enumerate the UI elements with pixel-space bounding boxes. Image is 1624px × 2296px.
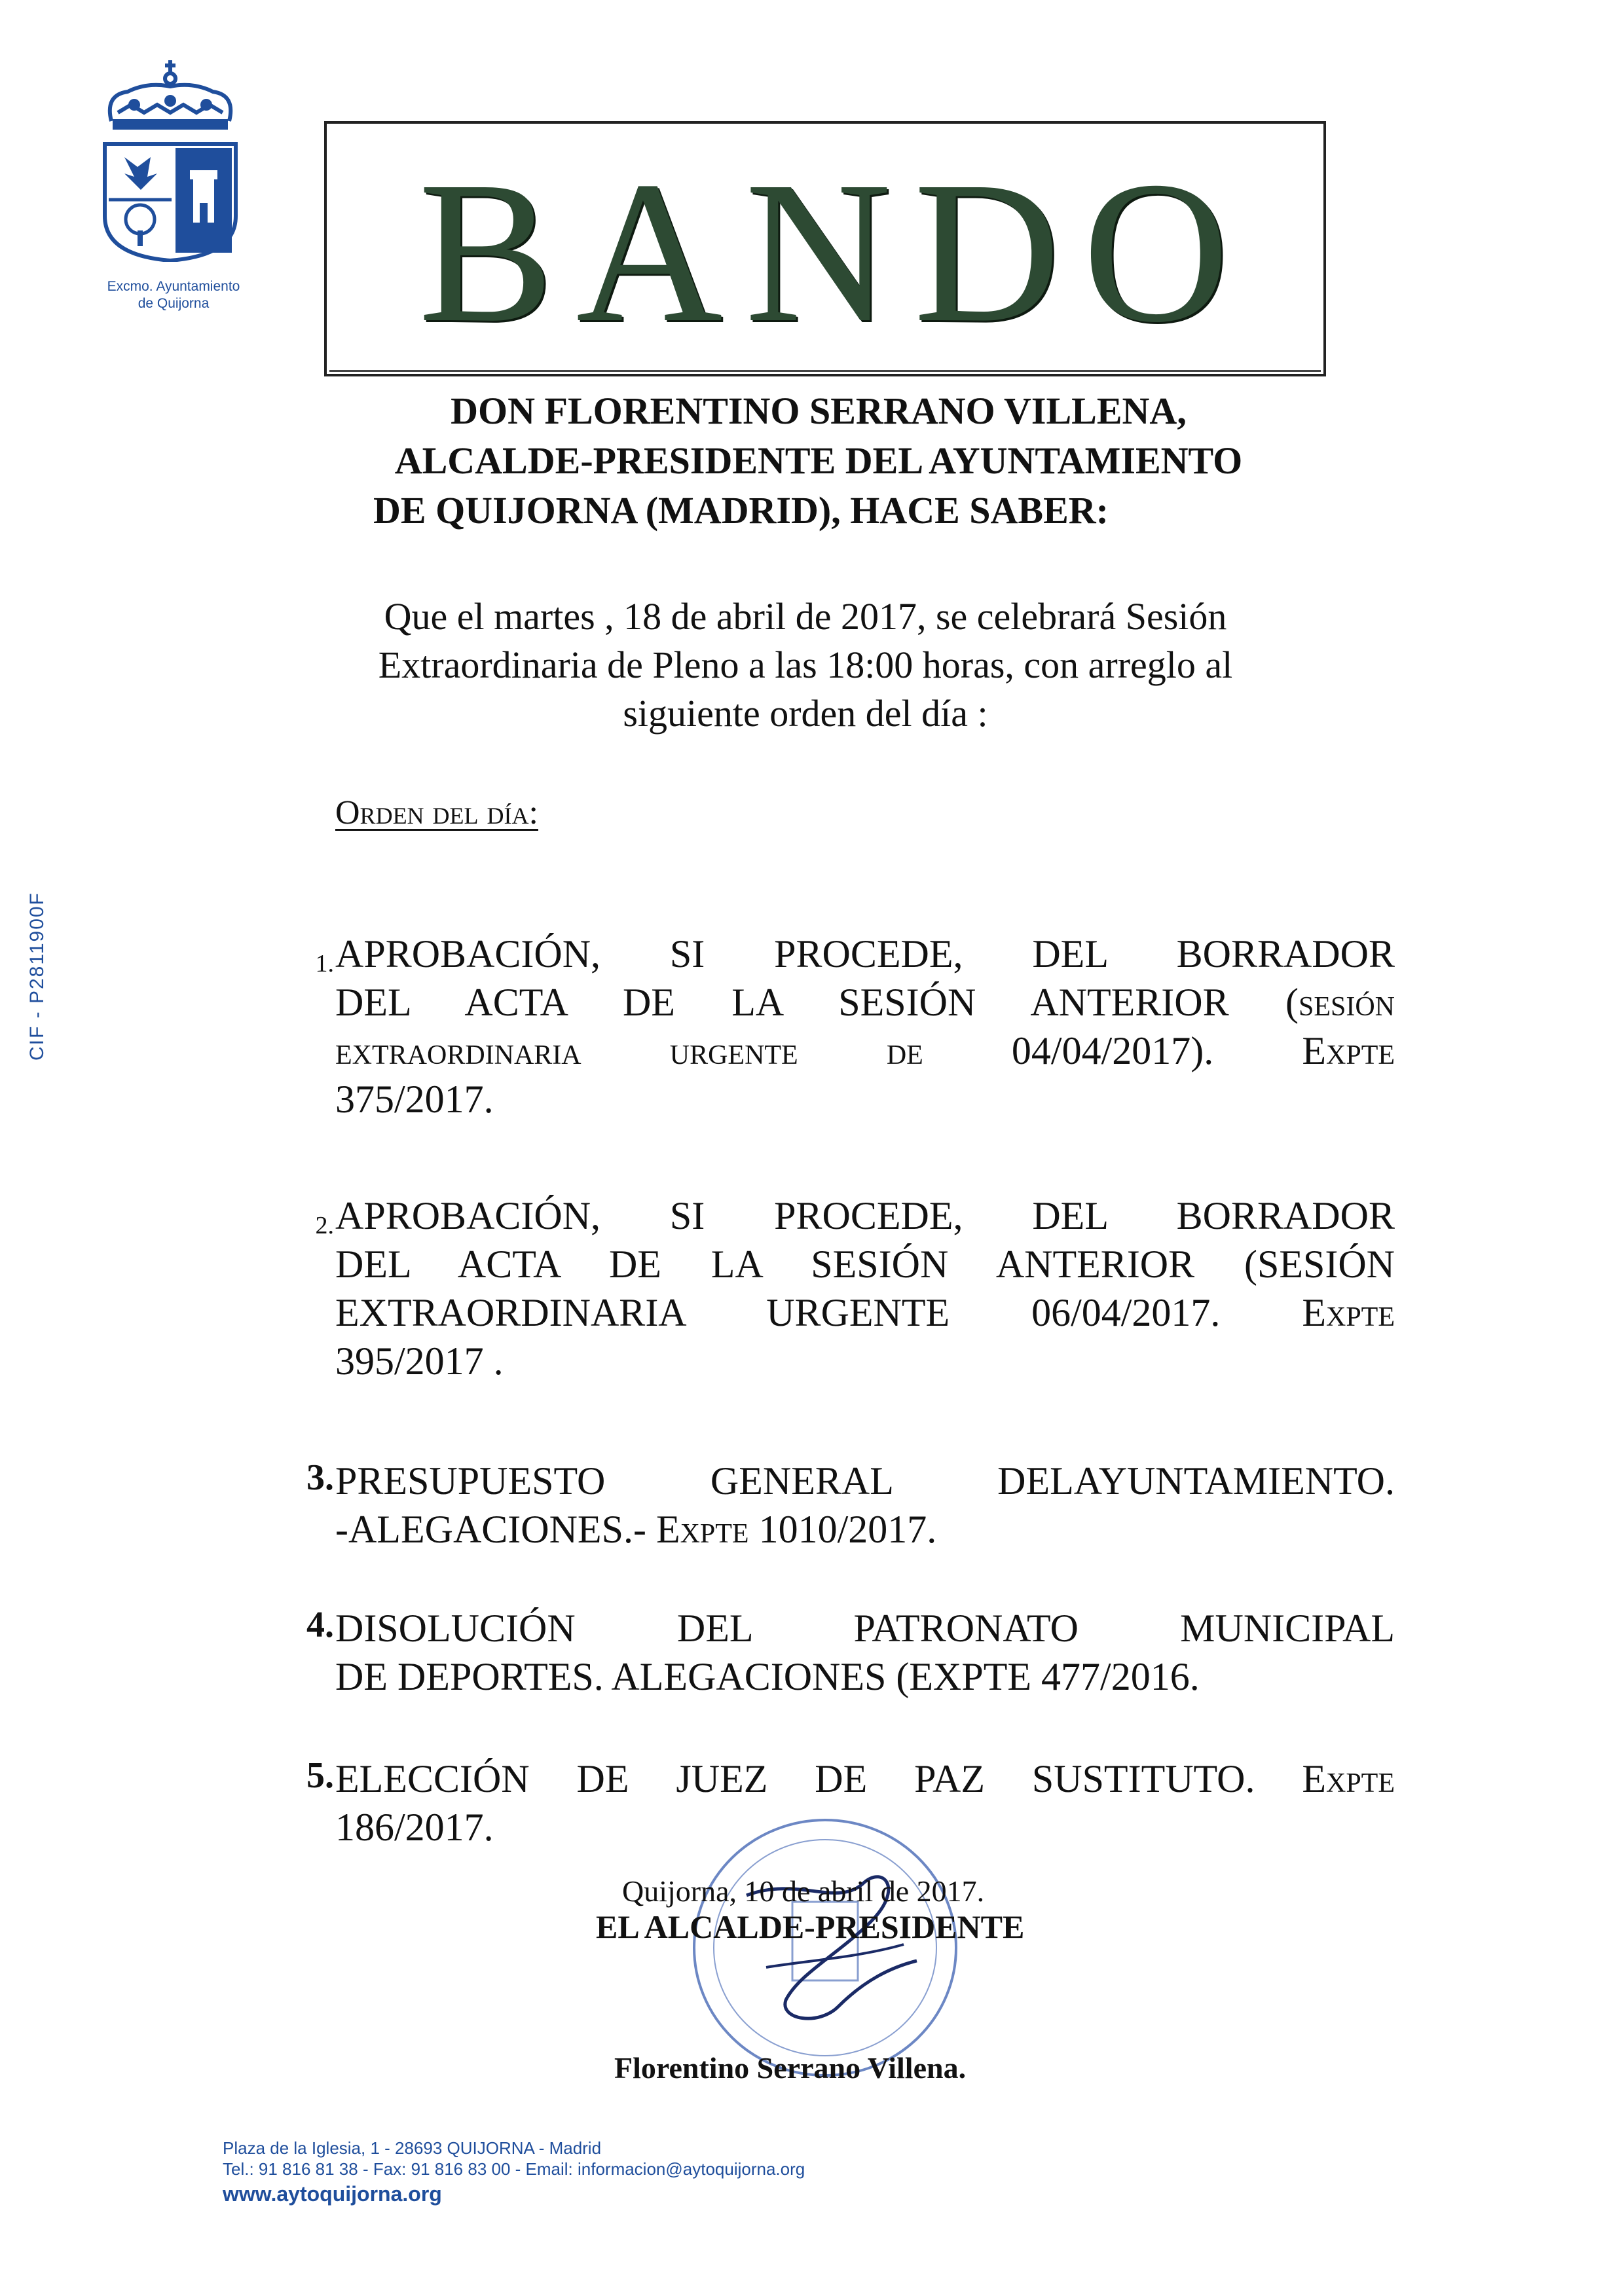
agenda-item-line xyxy=(335,978,1395,1027)
agenda-item-number: 4. xyxy=(306,1605,334,1645)
agenda-item-text: -ALEGACIONES.- xyxy=(335,1508,646,1551)
signature-role: EL ALCALDE-PRESIDENTE xyxy=(596,1908,1025,1945)
agenda-item-line: 395/2017 . xyxy=(335,1339,504,1383)
agenda-item-text: Expte 1010/2017. xyxy=(655,1508,937,1551)
intro-paragraph xyxy=(249,592,1362,738)
agenda-item-line xyxy=(335,1288,1395,1337)
title-box xyxy=(324,121,1326,376)
agenda-item-number: 5. xyxy=(306,1755,334,1796)
agenda-item-number: 3. xyxy=(306,1457,334,1498)
crest-caption xyxy=(79,278,268,312)
footer-address: Plaza de la Iglesia, 1 - 28693 QUIJORNA - Madrid xyxy=(223,2138,602,2158)
agenda-item-text: 06/04/2017. xyxy=(1031,1291,1221,1334)
agenda-item-line xyxy=(335,1755,1395,1803)
agenda-item-text: EXTRAORDINARIA URGENTE xyxy=(335,1291,950,1334)
agenda-item-text: Expte xyxy=(1302,1757,1395,1800)
agenda-item-number: 1. xyxy=(315,950,334,977)
crest-caption-line1: Excmo. Ayuntamiento xyxy=(107,279,240,294)
agenda-item-line: PRESUPUESTO GENERAL DELAYUNTAMIENTO. xyxy=(335,1459,1395,1503)
agenda-item-line: 375/2017. xyxy=(335,1078,494,1121)
proclamation-header xyxy=(327,386,1310,536)
agenda-item-line xyxy=(335,1027,1395,1075)
agenda-item-text: Expte xyxy=(1302,1029,1395,1072)
agenda-item-line: DISOLUCIÓN DEL PATRONATO MUNICIPAL xyxy=(335,1607,1395,1650)
intro-line3: siguiente orden del día : xyxy=(623,692,988,735)
agenda-item-text: DEL ACTA DE LA SESIÓN ANTERIOR xyxy=(335,981,1229,1024)
municipal-crest-logo xyxy=(98,59,242,262)
agenda-item-line: 186/2017. xyxy=(335,1806,494,1849)
footer-contact-line: Tel.: 91 816 81 38 - Fax: 91 816 83 00 - Email: informacion@aytoquijorna.org xyxy=(223,2159,805,2179)
footer-contact xyxy=(223,2138,805,2208)
agenda-item-text: 04/04/2017). xyxy=(1011,1029,1214,1072)
footer-website-link[interactable]: www.aytoquijorna.org xyxy=(223,2182,442,2206)
agenda-item-text: Expte xyxy=(1302,1291,1395,1334)
agenda-item-text: ELECCIÓN DE JUEZ DE PAZ SUSTITUTO. xyxy=(335,1757,1255,1800)
signature-name: Florentino Serrano Villena. xyxy=(614,2051,967,2085)
side-cif-code: CIF - P2811900F xyxy=(26,892,48,1061)
intro-line2: Extraordinaria de Pleno a las 18:00 horas, con arreglo al xyxy=(378,644,1233,686)
agenda-item-text: extraordinaria urgente de xyxy=(335,1029,923,1072)
header-line2: ALCALDE-PRESIDENTE DEL AYUNTAMIENTO xyxy=(394,439,1243,482)
header-line3: DE QUIJORNA (MADRID), HACE SABER: xyxy=(373,489,1109,532)
agenda-item-line: DE DEPORTES. ALEGACIONES (EXPTE 477/2016. xyxy=(335,1655,1200,1698)
agenda-item-line: APROBACIÓN, SI PROCEDE, DEL BORRADOR xyxy=(335,932,1395,975)
header-line1: DON FLORENTINO SERRANO VILLENA, xyxy=(451,390,1187,432)
signature-place-date: Quijorna, 10 de abril de 2017. xyxy=(622,1874,985,1908)
agenda-item-number: 2. xyxy=(315,1212,334,1239)
agenda-item-line: DEL ACTA DE LA SESIÓN ANTERIOR (SESIÓN xyxy=(335,1243,1395,1286)
agenda-item-line: APROBACIÓN, SI PROCEDE, DEL BORRADOR xyxy=(335,1194,1395,1237)
intro-line1: Que el martes , 18 de abril de 2017, se celebrará Sesión xyxy=(384,595,1227,638)
agenda-heading: Orden del día: xyxy=(335,794,538,831)
agenda-item-line xyxy=(335,1505,1395,1554)
crest-caption-line2: de Quijorna xyxy=(138,296,210,311)
page-title: BANDO xyxy=(418,140,1252,365)
agenda-item-text: (sesión xyxy=(1285,981,1395,1024)
